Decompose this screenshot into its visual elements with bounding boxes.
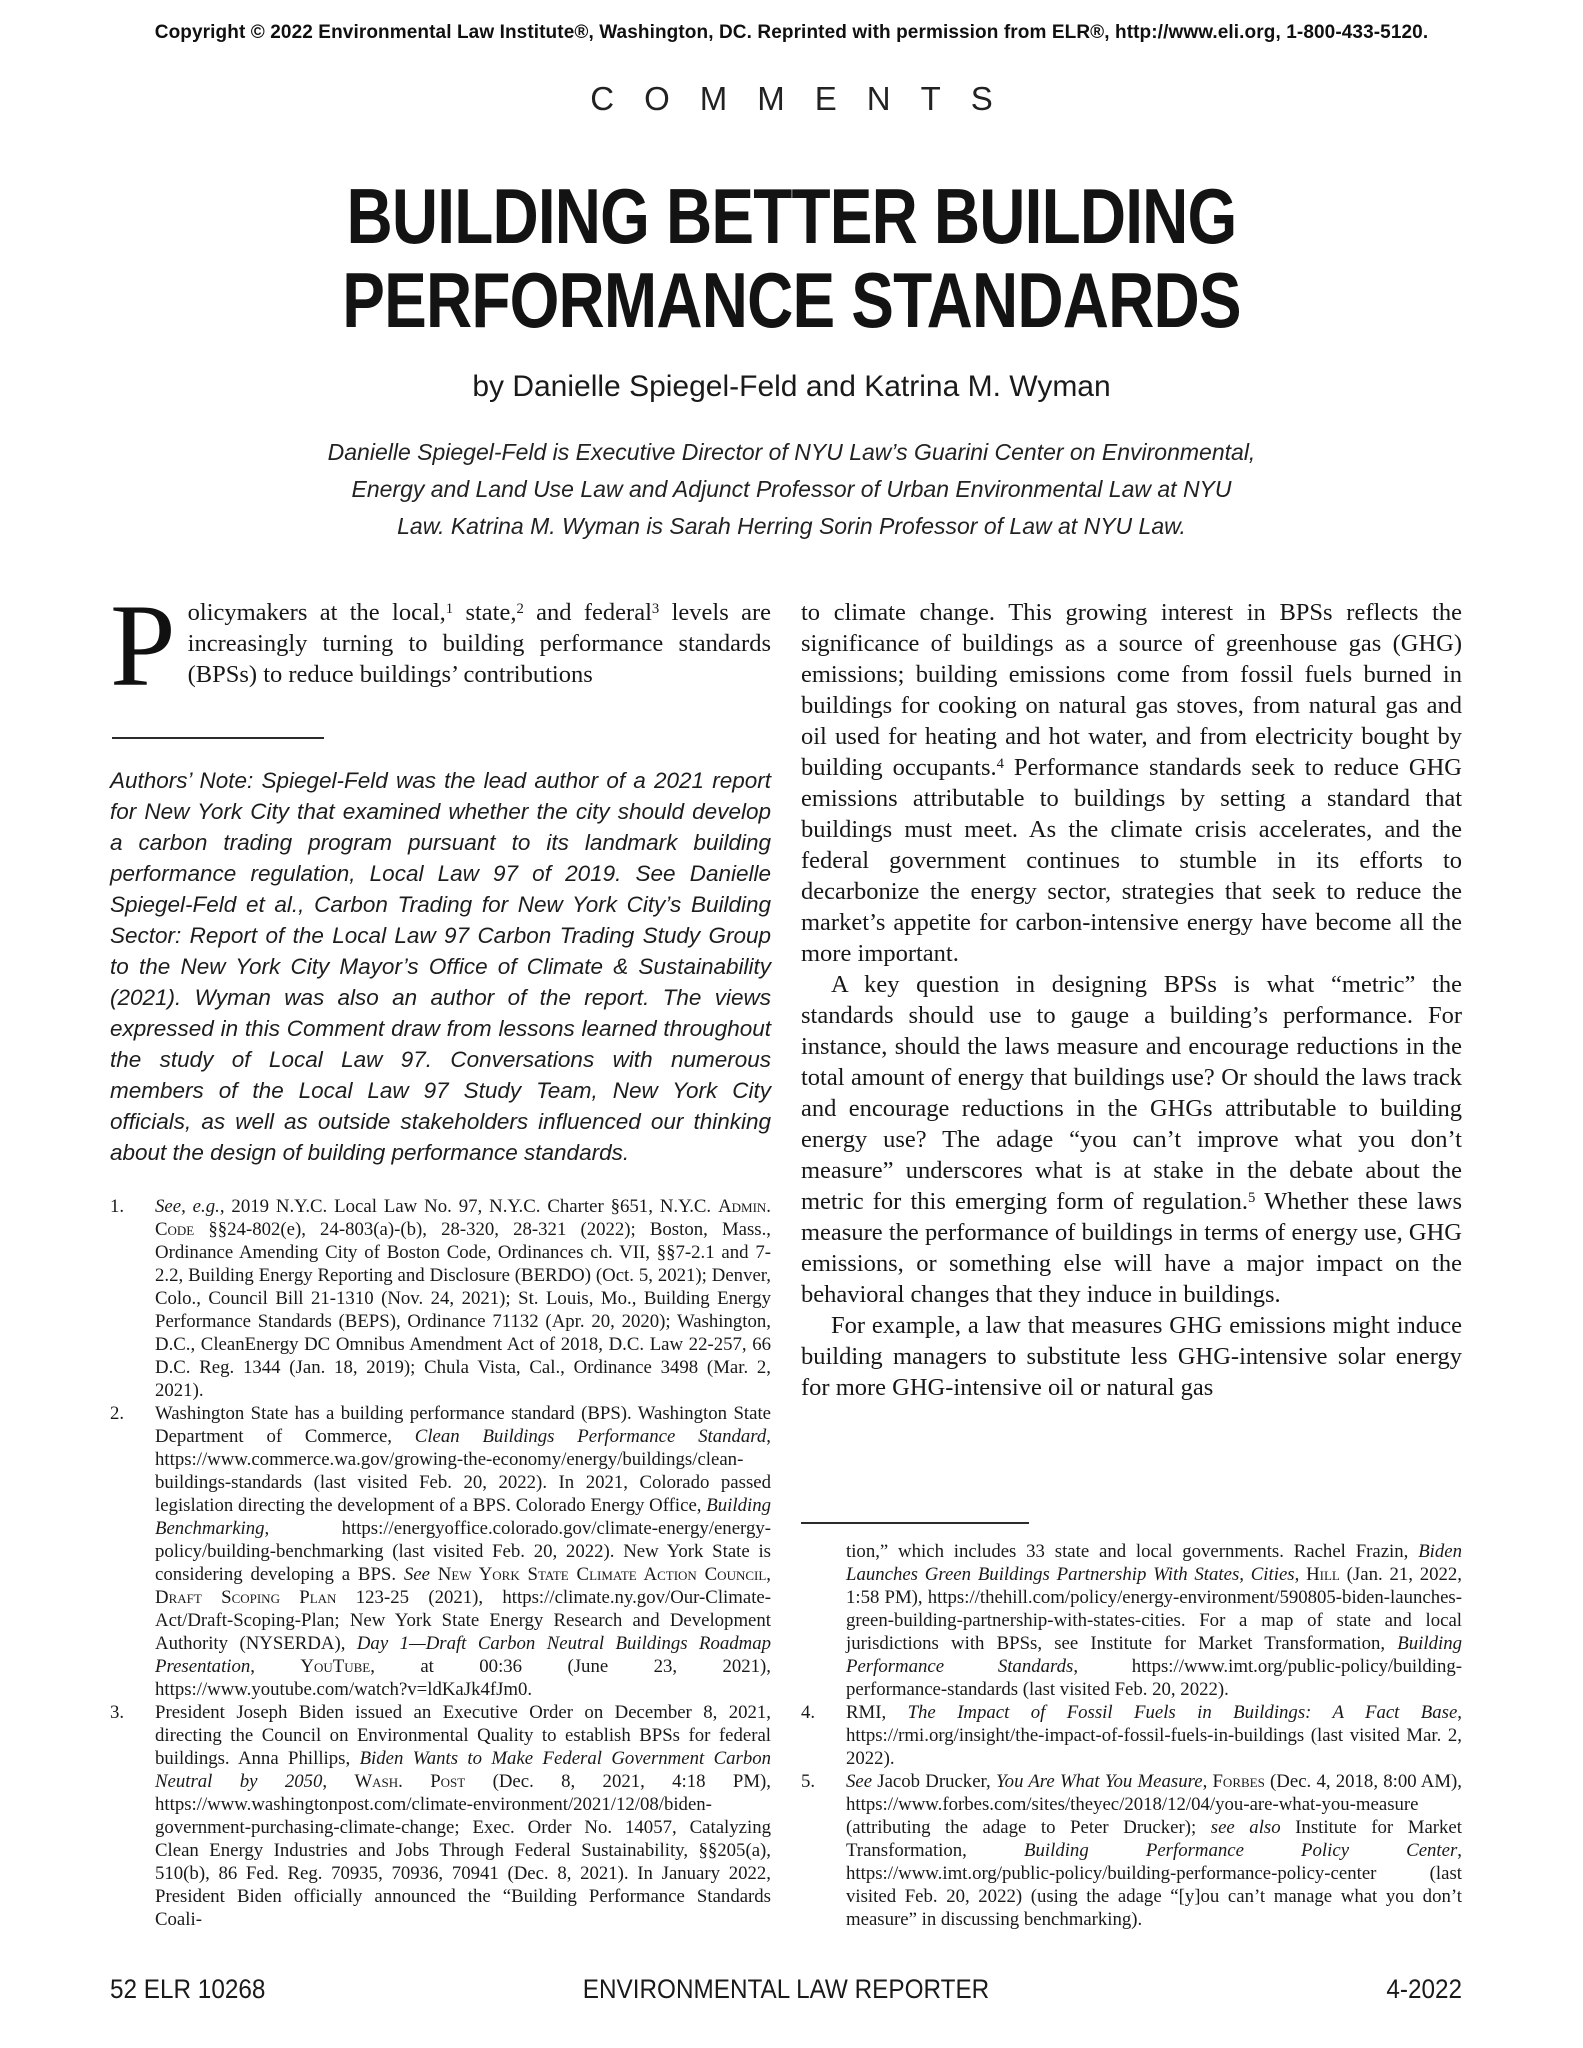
- paragraph-4: For example, a law that measures GHG emissions might induce building managers to substitute less GHG-intensive solar energy for more GHG-intensive oil or natural gas: [801, 1312, 1462, 1401]
- footnote-5-number: 5.: [801, 1771, 816, 1792]
- right-column: [801, 597, 1462, 1931]
- bio-line-1: Danielle Spiegel-Feld is Executive Director of NYU Law’s Guarini Center on Environmental,: [327, 439, 1256, 465]
- bio-line-2: Energy and Land Use Law and Adjunct Professor of Urban Environmental Law at NYU: [351, 476, 1232, 502]
- footer-journal-title: ENVIRONMENTAL LAW REPORTER: [582, 1974, 990, 2004]
- footnote-2-text: Washington State has a building performance standard (BPS). Washington State Department of Commerce, Clean Buildings Performance Standard, https://www.commerce.wa.gov/growing-the-economy/energy/buildings/clean-buildings-standards (last visited Feb. 20, 2022). In 2021, Colorado passed legislation directing the development of a BPS. Colorado Energy Office, Building Benchmarking, https://energyoffice.colorado.gov/climate-energy/energy-policy/building-benchmarking (last visited Feb. 20, 2022). New York State is considering developing a BPS. See New York State Climate Action Council, Draft Scoping Plan 123-25 (2021), https://climate.ny.gov/Our-Climate-Act/Draft-Scoping-Plan; New York State Energy Research and Development Authority (NYSERDA), Day 1—Draft Carbon Neutral Buildings Roadmap Presentation, YouTube, at 00:36 (June 23, 2021), https://www.youtube.com/watch?v=ldKaJk4fJm0.: [155, 1403, 772, 1700]
- footnote-5: [801, 1770, 1462, 1931]
- copyright-notice: Copyright © 2022 Environmental Law Institute®, Washington, DC. Reprinted with permission from ELR®, http://www.eli.org, 1-800-433-5120.: [154, 22, 1429, 43]
- footnote-2-number: 2.: [110, 1403, 125, 1424]
- footnote-3-text: President Joseph Biden issued an Executive Order on December 8, 2021, directing the Council on Environmental Quality to establish BPSs for federal buildings. Anna Phillips, Biden Wants to Make Federal Government Carbon Neutral by 2050, Wash. Post (Dec. 8, 2021, 4:18 PM), https://www.washingtonpost.com/climate-environment/2021/12/08/biden-government-purchasing-climate-change; Exec. Order No. 14057, Catalyzing Clean Energy Industries and Jobs Through Federal Sustainability, §§205(a), 510(b), 86 Fed. Reg. 70935, 70936, 70941 (Dec. 8, 2021). In January 2022, President Biden officially announced the “Building Performance Standards Coali-: [155, 1702, 771, 1930]
- author-bio: [0, 434, 1583, 545]
- right-footnotes: [801, 1522, 1462, 1931]
- footnote-1-text: See, e.g., 2019 N.Y.C. Local Law No. 97, N.Y.C. Charter §651, N.Y.C. Admin. Code §§24-802(e), 24-803(a)-(b), 28-320, 28-321 (2022); Boston, Mass., Ordinance Amending City of Boston Code, Ordinances ch. VII, §§7-2.1 and 7-2.2, Building Energy Reporting and Disclosure (BERDO) (Oct. 5, 2021); Denver, Colo., Council Bill 21-1310 (Nov. 24, 2021); St. Louis, Mo., Building Energy Performance Standards (BEPS), Ordinance 71132 (Apr. 20, 2020); Washington, D.C., CleanEnergy DC Omnibus Amendment Act of 2018, D.C. Law 22-257, 66 D.C. Reg. 1344 (Jan. 18, 2019); Chula Vista, Cal., Ordinance 3498 (Mar. 2, 2021).: [155, 1196, 771, 1401]
- left-footnotes: [110, 1195, 771, 1931]
- paragraph-2: to climate change. This growing interest in BPSs reflects the significance of buildings as a source of greenhouse gas (GHG) emissions; building emissions come from fossil fuels burned in buildings for cooking on natural gas stoves, from natural gas and oil used for heating and hot water, and from electricity bought by building occupants.$^4$ Performance standards seek to reduce GHG emissions attributable to buildings by setting a standard that buildings must meet. As the climate crisis accelerates, and the federal government continues to stumble in its efforts to decarbonize the energy sector, strategies that seek to reduce the market’s appetite for carbon-intensive energy have become all the more important.: [801, 599, 1462, 967]
- article-title-line-2: PERFORMANCE STANDARDS: [342, 256, 1241, 344]
- footnote-1-number: 1.: [110, 1196, 125, 1217]
- footer-issue-date: 4-2022: [1386, 1974, 1462, 2004]
- bio-line-3: Law. Katrina M. Wyman is Sarah Herring Sorin Professor of Law at NYU Law.: [397, 513, 1186, 539]
- article-title-line-1: BUILDING BETTER BUILDING: [346, 172, 1237, 260]
- drop-cap: P: [110, 580, 176, 711]
- footnote-5-text: See Jacob Drucker, You Are What You Measure, Forbes (Dec. 4, 2018, 8:00 AM), https://www.forbes.com/sites/theyec/2018/12/04/you-are-what-you-measure (attributing the adage to Peter Drucker); see also Institute for Market Transformation, Building Performance Policy Center, https://www.imt.org/public-policy/building-performance-policy-center (last visited Feb. 20, 2022) (using the adage “[y]ou can’t manage what you don’t measure” in discussing benchmarking).: [846, 1771, 1463, 1930]
- footnote-4-number: 4.: [801, 1702, 816, 1723]
- article-title: [0, 174, 1583, 342]
- footnote-3-number: 3.: [110, 1702, 125, 1723]
- footnote-4: [801, 1701, 1462, 1770]
- footer-citation: 52 ELR 10268: [110, 1974, 266, 2004]
- footnote-1: [110, 1195, 771, 1402]
- opening-paragraph: [110, 580, 771, 711]
- footnote-2: [110, 1402, 771, 1701]
- opening-paragraph-text: olicymakers at the local,$^1$ state,$^2$ and federal$^3$ levels are increasingly turning to building performance standards (BPSs) to reduce buildings’ contributions: [187, 599, 771, 688]
- page-footer: [110, 1974, 1462, 2014]
- footnote-separator-rule: [801, 1522, 1029, 1524]
- two-column-body: [110, 580, 1463, 1931]
- paragraph-3: A key question in designing BPSs is what “metric” the standards should use to gauge a building’s performance. For instance, should the laws measure and encourage reductions in the total amount of energy that buildings use? Or should the laws track and encourage reductions in the GHGs attributable to building energy use? The adage “you can’t improve what you don’t measure” underscores what is at stake in the debate about the metric for this emerging form of regulation.$^5$ Whether these laws measure the performance of buildings in terms of energy use, GHG emissions, or something else will have a major impact on the behavioral changes that they induce in buildings.: [801, 971, 1462, 1308]
- footnote-3: [110, 1701, 771, 1931]
- authors-note-rule: [112, 737, 324, 739]
- authors-note: Authors’ Note: Spiegel-Feld was the lead author of a 2021 report for New York City that examined whether the city should develop a carbon trading program pursuant to its landmark building performance regulation, Local Law 97 of 2019. See Danielle Spiegel-Feld et al., Carbon Trading for New York City’s Building Sector: Report of the Local Law 97 Carbon Trading Study Group to the New York City Mayor’s Office of Climate & Sustainability (2021). Wyman was also an author of the report. The views expressed in this Comment draw from lessons learned throughout the study of Local Law 97. Conversations with numerous members of the Local Law 97 Study Team, New York City officials, as well as outside stakeholders influenced our thinking about the design of building performance standards.: [110, 768, 771, 1165]
- left-column: [110, 580, 772, 1931]
- byline: by Danielle Spiegel-Feld and Katrina M. Wyman: [472, 370, 1111, 403]
- footnote-3-continuation: tion,” which includes 33 state and local governments. Rachel Frazin, Biden Launches Green Buildings Partnership With States, Cities, Hill (Jan. 21, 2022, 1:58 PM), https://thehill.com/policy/energy-environment/590805-biden-launches-green-building-partnership-with-states-cities. For a map of state and local jurisdictions with BPSs, see Institute for Market Transformation, Building Performance Standards, https://www.imt.org/public-policy/building-performance-standards (last visited Feb. 20, 2022).: [846, 1541, 1462, 1700]
- section-label: COMMENTS: [590, 80, 1023, 117]
- footnote-4-text: RMI, The Impact of Fossil Fuels in Buildings: A Fact Base, https://rmi.org/insight/the-impact-of-fossil-fuels-in-buildings (last visited Mar. 2, 2022).: [846, 1702, 1462, 1769]
